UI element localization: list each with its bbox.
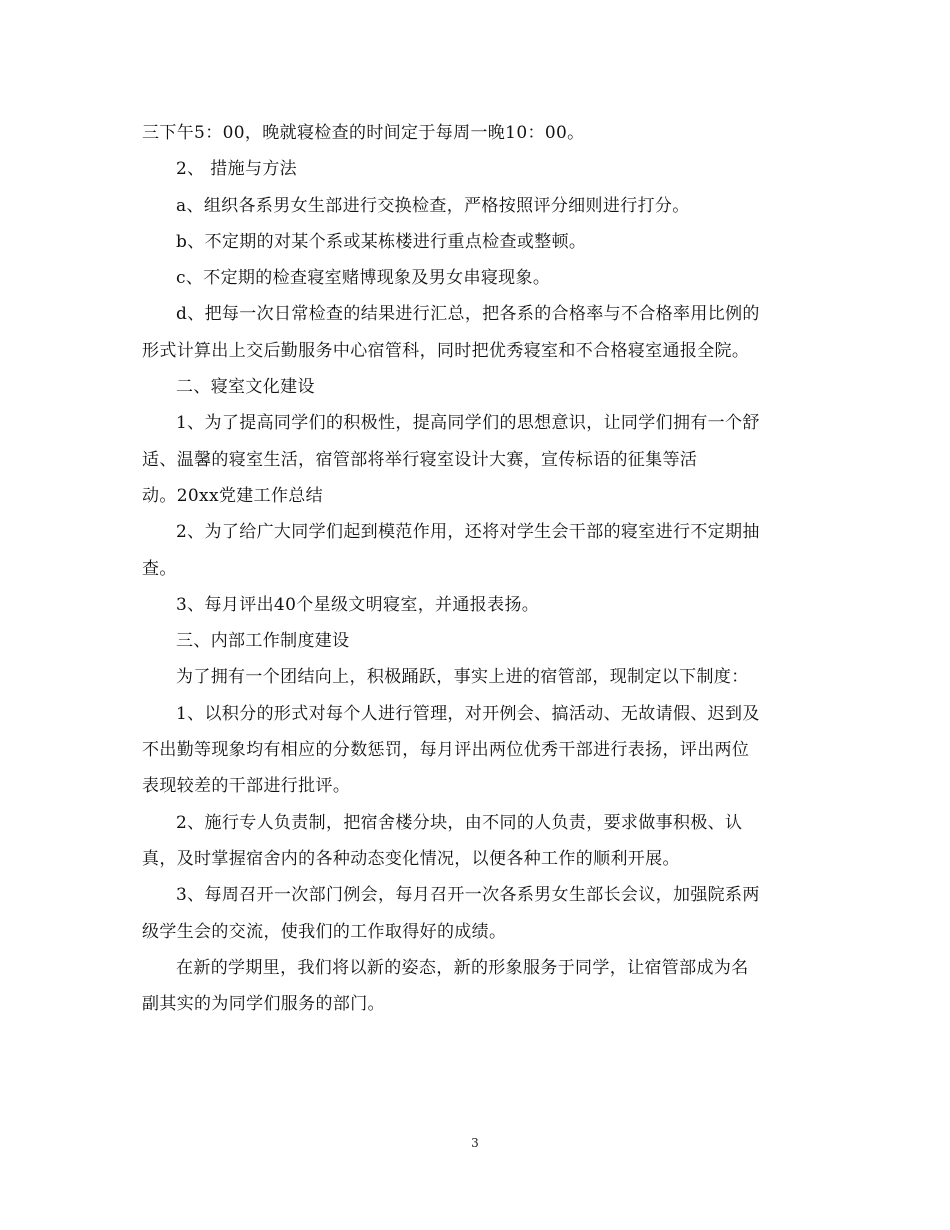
text-line: 在新的学期里，我们将以新的姿态，新的形象服务于同学，让宿管部成为名 (176, 957, 749, 978)
text-line: c、不定期的检查寝室赌博现象及男女串寝现象。 (176, 268, 551, 289)
text-line: 动。20xx党建工作总结 (142, 485, 324, 506)
text-line: 级学生会的交流，使我们的工作取得好的成绩。 (142, 921, 507, 942)
text-line: 查。 (142, 558, 177, 579)
text-line: 副其实的为同学们服务的部门。 (142, 994, 385, 1015)
text-line: 3、每周召开一次部门例会，每月召开一次各系男女生部长会议，加强院系两 (176, 885, 760, 906)
text-line: 3、每月评出40个星级文明寝室，并通报表扬。 (176, 594, 540, 615)
text-line: 1、为了提高同学们的积极性，提高同学们的思想意识，让同学们拥有一个舒 (176, 413, 760, 434)
section-heading: 三、内部工作制度建设 (176, 631, 350, 652)
text-line: d、把每一次日常检查的结果进行汇总，把各系的合格率与不合格率用比例的 (176, 304, 760, 325)
text-line: 表现较差的干部进行批评。 (142, 776, 351, 797)
text-line: 三下午5：00，晚就寝检查的时间定于每周一晚10：00。 (142, 123, 585, 143)
document-body (142, 115, 808, 1022)
text-line: 1、以积分的形式对每个人进行管理，对开例会、搞活动、无故请假、迟到及 (176, 703, 760, 724)
text-line: 为了拥有一个团结向上，积极踊跃，事实上进的宿管部，现制定以下制度： (176, 667, 749, 688)
text-line: 2、为了给广大同学们起到模范作用，还将对学生会干部的寝室进行不定期抽 (176, 522, 760, 543)
text-line: 适、温馨的寝室生活，宿管部将举行寝室设计大赛，宣传标语的征集等活 (142, 449, 698, 470)
text-line: 真，及时掌握宿舍内的各种动态变化情况，以便各种工作的顺利开展。 (142, 848, 680, 869)
text-line: 2、 措施与方法 (176, 159, 298, 180)
text-line: 不出勤等现象均有相应的分数惩罚，每月评出两位优秀干部进行表扬，评出两位 (142, 740, 750, 761)
text-line: a、组织各系男女生部进行交换检查，严格按照评分细则进行打分。 (176, 195, 690, 216)
page-number: 3 (471, 1136, 479, 1150)
text-line: 形式计算出上交后勤服务中心宿管科，同时把优秀寝室和不合格寝室通报全院。 (142, 340, 750, 361)
text-line: b、不定期的对某个系或某栋楼进行重点检查或整顿。 (176, 231, 587, 252)
text-line: 2、施行专人负责制，把宿舍楼分块，由不同的人负责，要求做事积极、认 (176, 812, 743, 833)
section-heading: 二、寝室文化建设 (176, 377, 315, 398)
